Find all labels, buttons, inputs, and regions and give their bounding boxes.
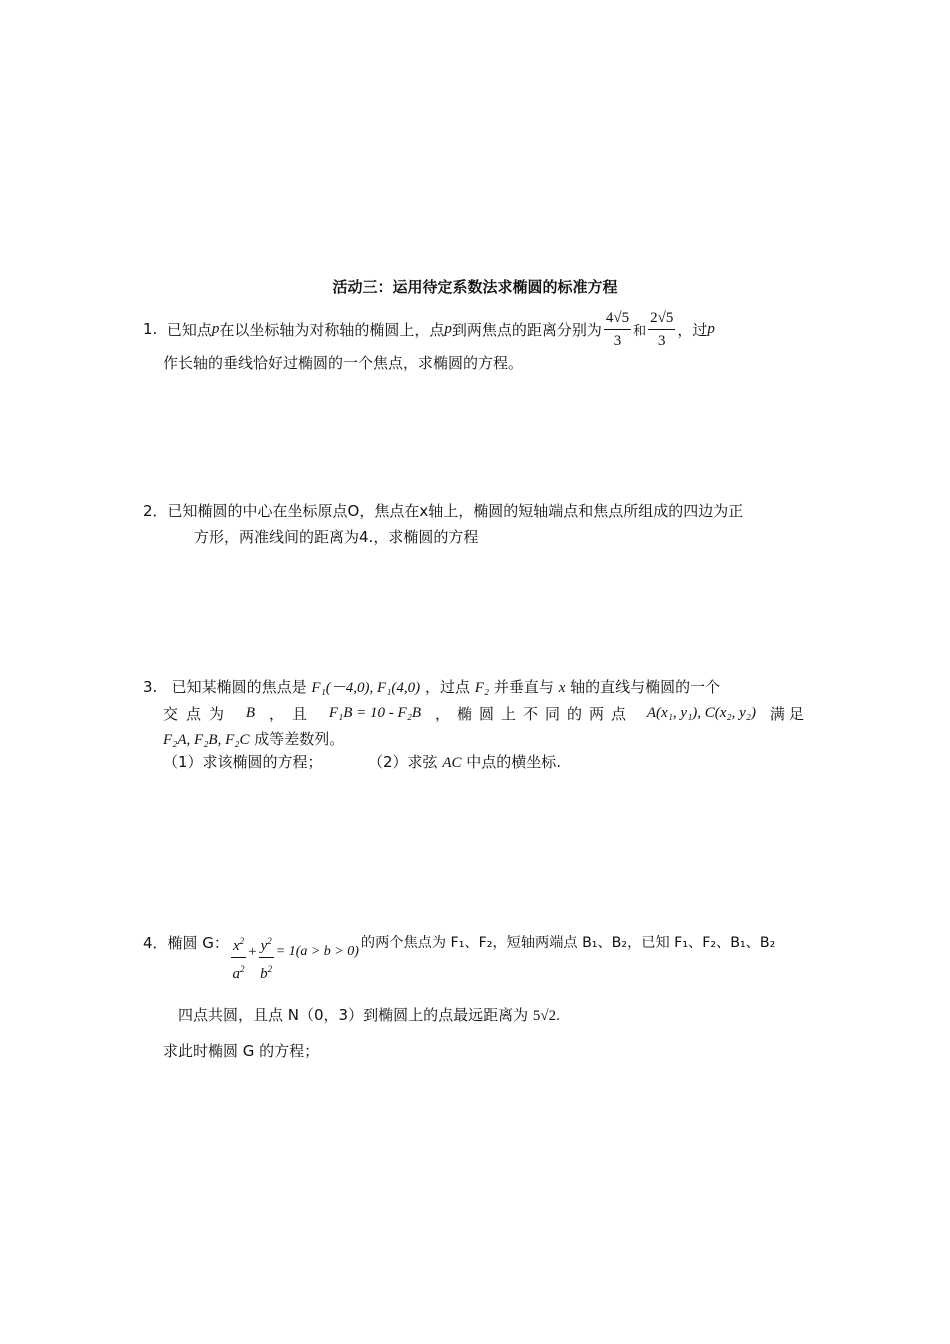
q3-text-b: ，过点	[424, 678, 470, 696]
q4-text-a: 的两个焦点为 F₁、F₂，短轴两端点 B₁、B₂，已知 F₁、F₂、B₁、B₂	[360, 935, 776, 951]
q1-fraction-1-numerator: 4√5	[604, 309, 631, 330]
q1-number: 1.	[143, 320, 158, 338]
q3-number: 3.	[143, 678, 158, 696]
q4-x-squared: $x^2$	[231, 932, 246, 958]
q1-fraction-2-denominator: 3	[658, 332, 666, 349]
q3-line3-math: F₂A, F₂B, F₂C	[163, 732, 250, 748]
q3-line2-b: ，且	[268, 705, 315, 723]
q4-y-squared: $y^2$	[259, 932, 274, 958]
q4-line2-a: 四点共圆，且点 N（0，3）到椭圆上的点最远距离为	[178, 1006, 529, 1024]
q4-line2-math: 5√2.	[532, 1008, 560, 1024]
q4-plus: +	[248, 944, 257, 960]
q1-line-2: 作长轴的垂线恰好过椭圆的一个焦点，求椭圆的方程。	[163, 354, 524, 372]
q3-ac: AC	[442, 755, 462, 771]
q3-line-1	[143, 676, 808, 697]
q3-subquestion-2	[368, 751, 561, 772]
q3-line2-a: 交点为	[163, 705, 233, 723]
q4-prefix: 4．椭圆 G：	[143, 934, 229, 952]
q4-fraction-x	[231, 932, 246, 983]
q3-x: x	[558, 680, 566, 696]
q4-line-3: 求此时椭圆 G 的方程；	[163, 1042, 320, 1060]
q4-condition: = 1(a > b > 0)	[275, 944, 359, 959]
q3-text-a: 已知某椭圆的焦点是	[171, 678, 307, 696]
q1-var-p: p	[211, 320, 220, 337]
q3-sub2-a: （2）求弦	[368, 753, 438, 771]
q3-line2-c: ，椭圆上不同的两点	[434, 705, 633, 723]
q3-line-3	[163, 728, 344, 749]
q1-fraction-1	[604, 309, 631, 350]
q3-text-c: 并垂直与	[493, 678, 554, 696]
q1-line-1	[143, 306, 715, 352]
q4-fraction-y	[259, 932, 274, 983]
q1-text-d: ，过	[677, 320, 708, 339]
q3-text-d: 轴的直线与椭圆的一个	[570, 678, 721, 696]
q3-b: B	[245, 705, 256, 721]
q3-line3-text: 成等差数列。	[254, 730, 345, 748]
q1-var-p-2: p	[444, 320, 452, 337]
q3-points: A(x₁, y₁), C(x₂, y₂)	[646, 705, 757, 721]
q3-equation: F₁B = 10 - F₂B	[328, 705, 422, 721]
q3-subquestion-1: （1）求该椭圆的方程；	[163, 753, 323, 771]
q2-line-2: 方形，两准线间的距离为4.，求椭圆的方程	[194, 528, 479, 546]
q1-fraction-1-denominator: 3	[613, 332, 622, 349]
q1-text-b: 在以坐标轴为对称轴的椭圆上，点	[219, 320, 445, 339]
q3-line-2	[163, 703, 808, 724]
q1-text-and: 和	[633, 323, 647, 339]
q3-foci: F₁(－4,0), F₁(4,0)	[311, 680, 421, 696]
q4-b-squared: $b^2$	[260, 964, 273, 982]
q4-line-2	[178, 1004, 560, 1025]
q1-text-c: 到两焦点的距离分别为	[451, 320, 602, 339]
q1-var-p-3: p	[707, 320, 715, 337]
q4-a-squared: $a^2$	[232, 964, 245, 982]
q3-sub2-b: 中点的横坐标.	[466, 753, 562, 771]
q1-text-a: 已知点	[166, 320, 212, 339]
q1-fraction-2-numerator: 2√5	[648, 309, 675, 330]
q1-fraction-2	[648, 309, 675, 350]
page-title: 活动三：运用待定系数法求椭圆的标准方程	[332, 278, 618, 296]
q2-line-1: 2．已知椭圆的中心在坐标原点O，焦点在x轴上，椭圆的短轴端点和焦点所组成的四边为正	[143, 502, 744, 520]
q3-f2: F₂	[474, 680, 490, 696]
q3-line2-d: 满足	[769, 705, 808, 723]
q4-line-1	[143, 930, 775, 980]
